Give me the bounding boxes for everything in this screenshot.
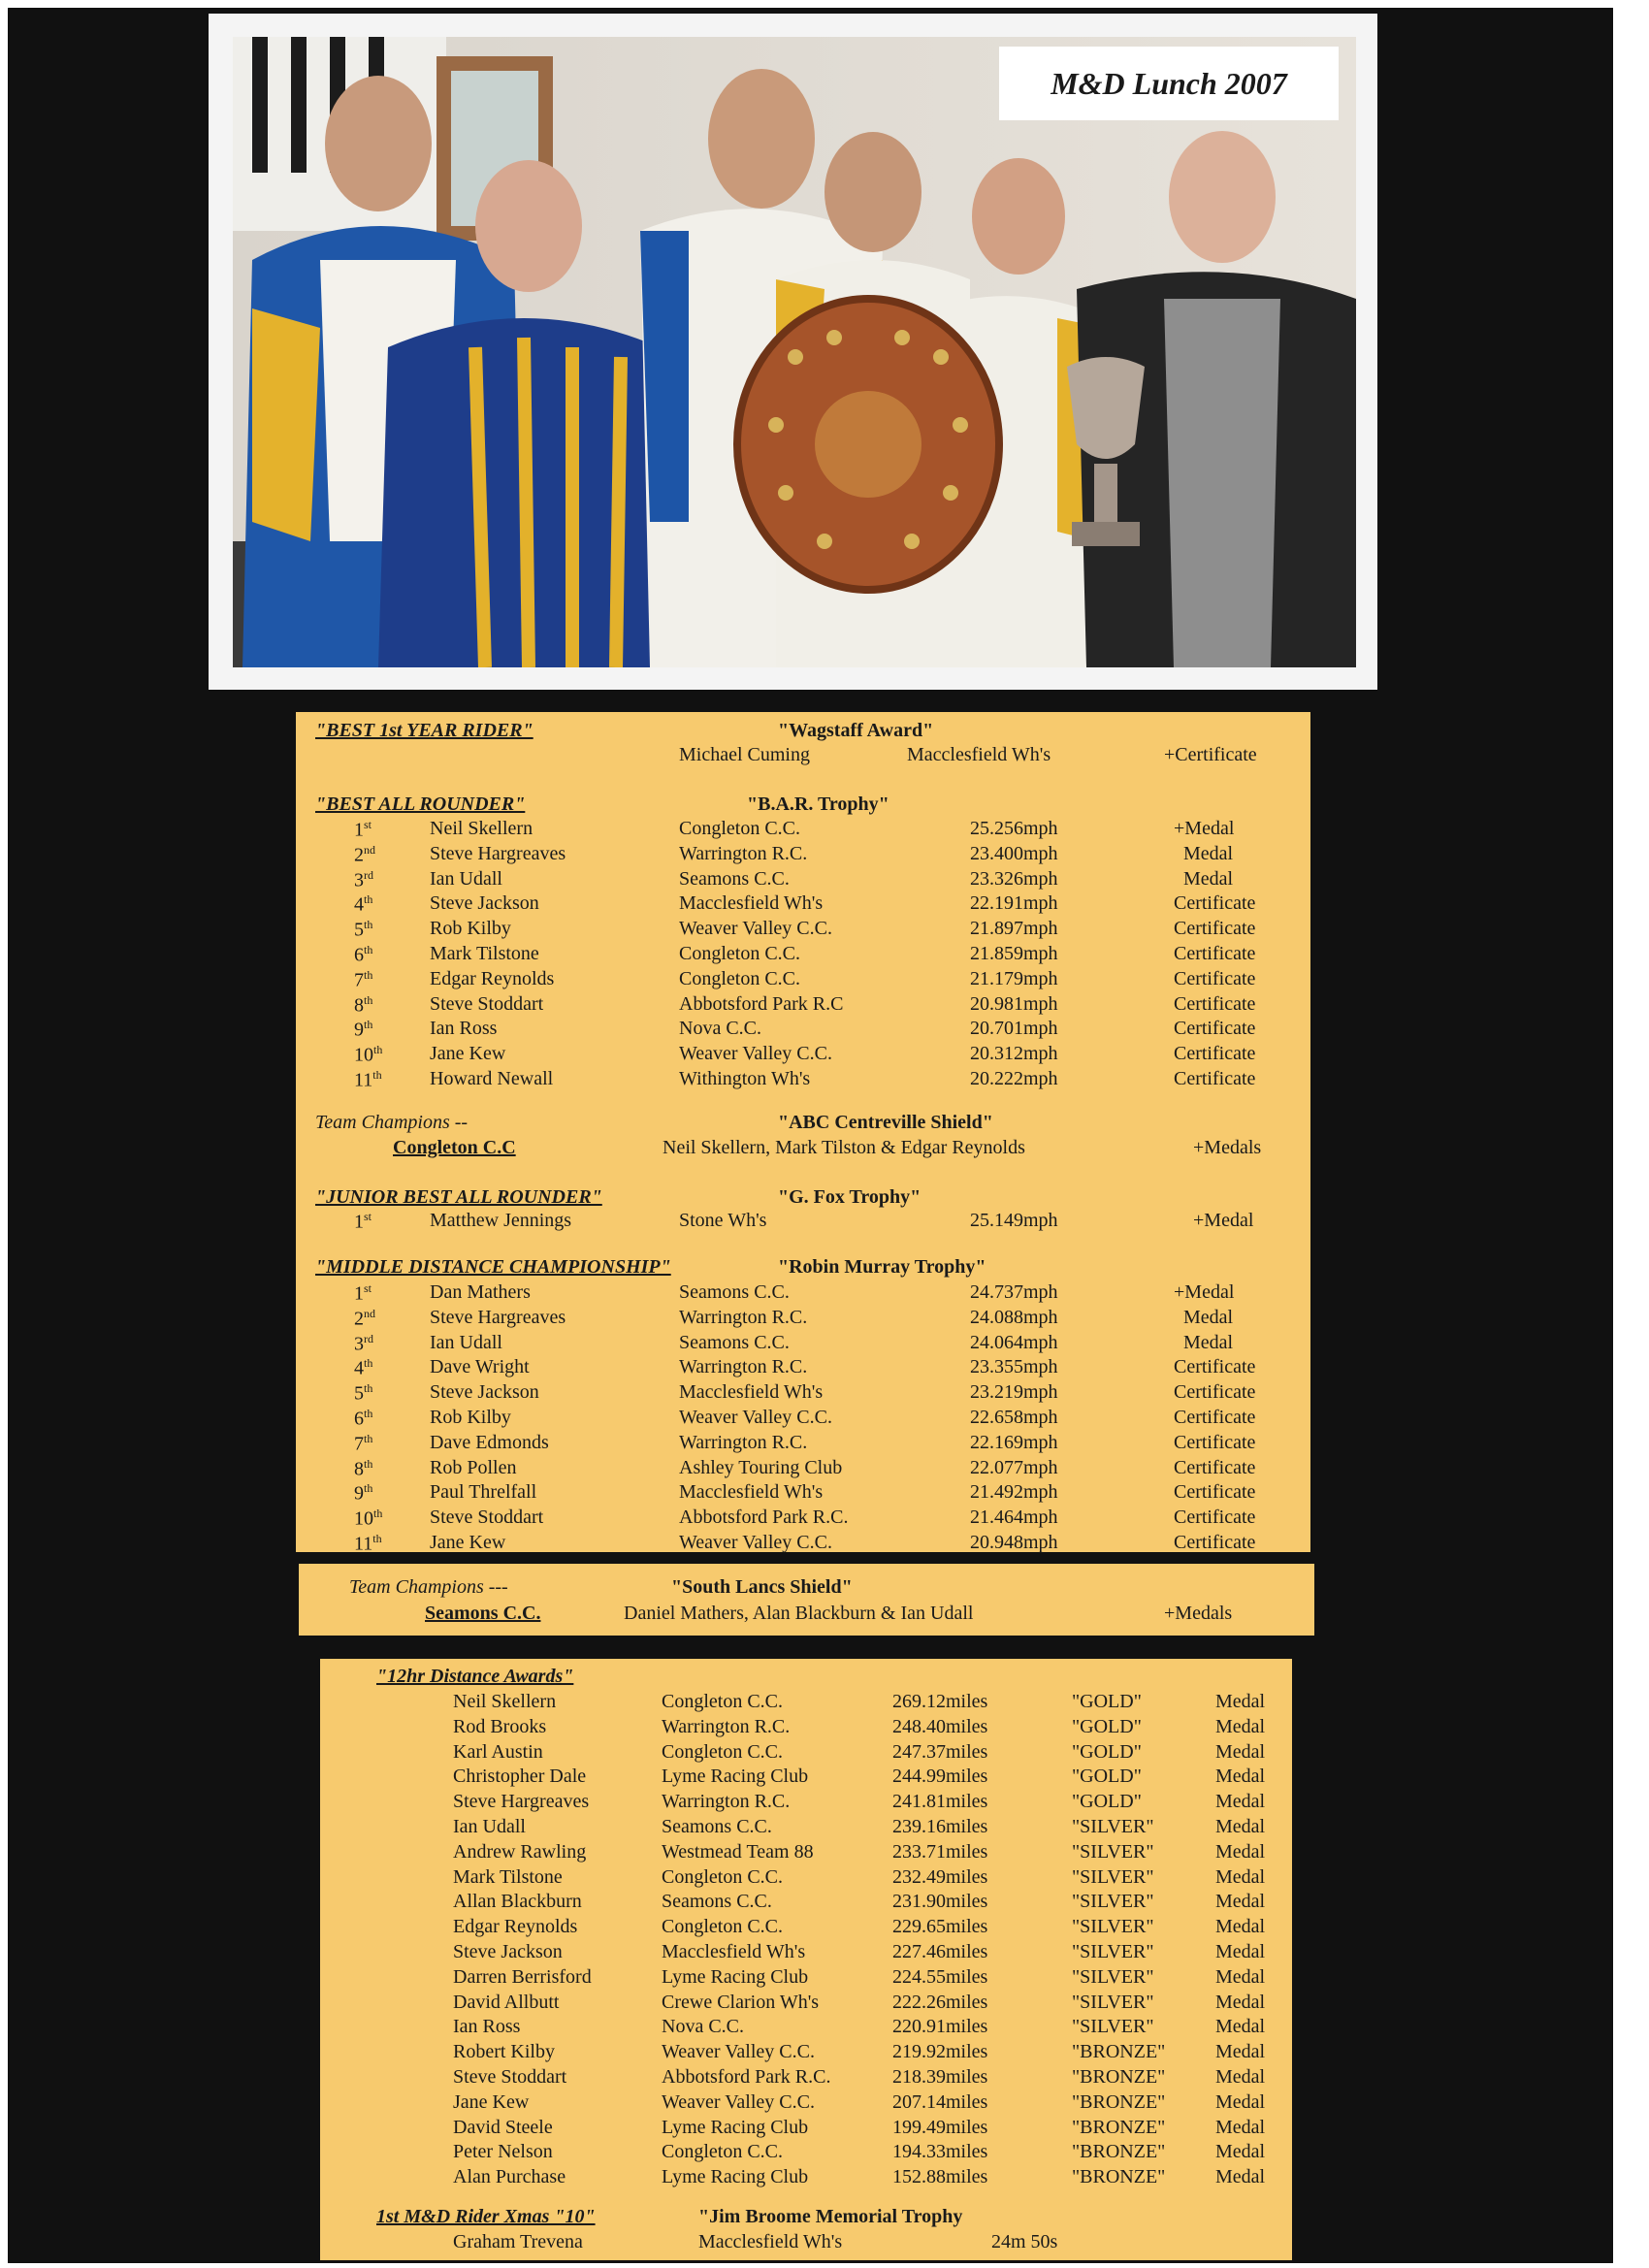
heading-xmas-10: 1st M&D Rider Xmas "10"	[376, 2206, 596, 2227]
grade-cell: "BRONZE"	[1072, 2166, 1166, 2188]
rider-name-cell: Steve Jackson	[453, 1941, 563, 1962]
rider-name-cell: Rod Brooks	[453, 1715, 547, 1737]
position-cell: 8th	[354, 992, 373, 1017]
award-cell: Medal	[1215, 1766, 1266, 1788]
club-cell: Weaver Valley C.C.	[679, 918, 832, 940]
award-cell: Certificate	[1174, 967, 1256, 989]
speed-cell: 23.219mph	[970, 1381, 1058, 1404]
team1-label: Team Champions --	[315, 1112, 469, 1133]
club-cell: Withington Wh's	[679, 1068, 811, 1089]
heading-best-first-year: "BEST 1st YEAR RIDER"	[315, 720, 534, 741]
distance-cell: 233.71miles	[892, 1840, 988, 1863]
speed-cell: 21.897mph	[970, 918, 1058, 940]
award-cell: Certificate	[1174, 992, 1256, 1015]
speed-cell: 23.355mph	[970, 1356, 1058, 1378]
speed-cell: 22.169mph	[970, 1431, 1058, 1453]
award-cell: Certificate	[1174, 943, 1256, 964]
speed-cell: 21.179mph	[970, 967, 1058, 989]
award-cell: Medal	[1215, 1740, 1266, 1763]
position-cell: 9th	[354, 1018, 373, 1042]
best-first-year-award: +Certificate	[1164, 744, 1257, 765]
team1-award: +Medals	[1193, 1137, 1262, 1158]
position-cell: 5th	[354, 1381, 373, 1405]
award-cell: Medal	[1215, 1965, 1266, 1988]
award-cell: +Medal	[1174, 818, 1235, 839]
club-cell: Congleton C.C.	[662, 1916, 784, 1938]
team1-members: Neil Skellern, Mark Tilston & Edgar Reynolds	[663, 1137, 1025, 1158]
award-cell: Certificate	[1174, 1407, 1256, 1428]
award-cell: Medal	[1215, 1991, 1266, 2013]
award-cell: Medal	[1215, 2016, 1266, 2038]
rider-name-cell: Edgar Reynolds	[453, 1916, 578, 1938]
club-cell: Seamons C.C.	[662, 1816, 772, 1837]
club-cell: Seamons C.C.	[679, 1281, 790, 1303]
award-cell: +Medal	[1174, 1281, 1235, 1303]
position-cell: 6th	[354, 1407, 373, 1430]
distance-cell: 248.40miles	[892, 1715, 988, 1737]
award-cell: Medal	[1215, 2141, 1266, 2163]
rider-name-cell: Andrew Rawling	[453, 1840, 587, 1863]
rider-name-cell: Steve Hargreaves	[430, 1306, 566, 1328]
position-cell: 11th	[354, 1532, 382, 1555]
rider-name-cell: Rob Kilby	[430, 1407, 511, 1428]
junior-name: Matthew Jennings	[430, 1210, 572, 1231]
rider-name-cell: Ian Ross	[453, 2016, 521, 2038]
team2-label: Team Champions ---	[349, 1576, 508, 1598]
rider-name-cell: Alan Purchase	[453, 2166, 566, 2188]
club-cell: Weaver Valley C.C.	[679, 1532, 832, 1553]
award-cell: Certificate	[1174, 1356, 1256, 1378]
rider-name-cell: Neil Skellern	[430, 818, 534, 839]
trophy-jim-broome: "Jim Broome Memorial Trophy	[698, 2206, 963, 2227]
grade-cell: "SILVER"	[1072, 1891, 1154, 1913]
award-cell: Medal	[1183, 842, 1234, 864]
position-cell: 5th	[354, 918, 373, 941]
club-cell: Congleton C.C.	[679, 967, 801, 989]
rider-name-cell: Neil Skellern	[453, 1691, 557, 1712]
speed-cell: 22.658mph	[970, 1407, 1058, 1428]
distance-cell: 241.81miles	[892, 1791, 988, 1813]
distance-cell: 247.37miles	[892, 1740, 988, 1763]
photo-caption-box	[999, 47, 1339, 120]
group-photo	[233, 37, 1356, 667]
award-cell: Medal	[1215, 1840, 1266, 1863]
rider-name-cell: Dave Wright	[430, 1356, 530, 1378]
grade-cell: "SILVER"	[1072, 1941, 1154, 1962]
junior-position: 1st	[354, 1210, 372, 1233]
award-cell: Medal	[1215, 2066, 1266, 2088]
club-cell: Weaver Valley C.C.	[679, 1407, 832, 1428]
junior-speed: 25.149mph	[970, 1210, 1058, 1231]
club-cell: Warrington R.C.	[662, 1791, 791, 1813]
award-cell: Medal	[1183, 1331, 1234, 1353]
club-cell: Lyme Racing Club	[662, 1766, 809, 1788]
rider-name-cell: Karl Austin	[453, 1740, 543, 1763]
rider-name-cell: Ian Udall	[453, 1816, 526, 1837]
distance-cell: 220.91miles	[892, 2016, 988, 2038]
speed-cell: 24.737mph	[970, 1281, 1058, 1303]
position-cell: 7th	[354, 967, 373, 991]
club-cell: Congleton C.C.	[662, 1691, 784, 1712]
award-cell: Medal	[1215, 1916, 1266, 1938]
grade-cell: "GOLD"	[1072, 1791, 1142, 1813]
club-cell: Ashley Touring Club	[679, 1456, 843, 1478]
club-cell: Macclesfield Wh's	[679, 1481, 824, 1504]
award-cell: Certificate	[1174, 1381, 1256, 1404]
heading-best-all-rounder: "BEST ALL ROUNDER"	[315, 794, 526, 815]
club-cell: Crewe Clarion Wh's	[662, 1991, 820, 2013]
club-cell: Nova C.C.	[662, 2016, 744, 2038]
distance-cell: 227.46miles	[892, 1941, 988, 1962]
rider-name-cell: Jane Kew	[430, 1043, 506, 1065]
best-first-year-name: Michael Cuming	[679, 744, 810, 765]
award-cell: Medal	[1183, 1306, 1234, 1328]
club-cell: Macclesfield Wh's	[679, 1381, 824, 1404]
grade-cell: "GOLD"	[1072, 1740, 1142, 1763]
rider-name-cell: Christopher Dale	[453, 1766, 587, 1788]
trophy-abc-centreville: "ABC Centreville Shield"	[778, 1112, 993, 1133]
grade-cell: "BRONZE"	[1072, 2141, 1166, 2163]
speed-cell: 24.064mph	[970, 1331, 1058, 1353]
award-cell: Certificate	[1174, 1456, 1256, 1478]
speed-cell: 23.400mph	[970, 842, 1058, 864]
rider-name-cell: Dan Mathers	[430, 1281, 531, 1303]
grade-cell: "BRONZE"	[1072, 2066, 1166, 2088]
speed-cell: 20.222mph	[970, 1068, 1058, 1089]
photo-caption: M&D Lunch 2007	[1051, 65, 1287, 101]
club-cell: Warrington R.C.	[662, 1715, 791, 1737]
grade-cell: "SILVER"	[1072, 1965, 1154, 1988]
xmas-name: Graham Trevena	[453, 2231, 583, 2252]
grade-cell: "SILVER"	[1072, 2016, 1154, 2038]
rider-name-cell: Ian Ross	[430, 1018, 498, 1040]
team2-club: Seamons C.C.	[425, 1603, 541, 1624]
rider-name-cell: Steve Stoddart	[430, 992, 544, 1015]
award-cell: Medal	[1215, 1715, 1266, 1737]
award-cell: Medal	[1215, 2090, 1266, 2113]
heading-12hr: "12hr Distance Awards"	[376, 1666, 574, 1687]
distance-cell: 231.90miles	[892, 1891, 988, 1913]
award-cell: Medal	[1215, 2166, 1266, 2188]
rider-name-cell: David Steele	[453, 2116, 553, 2138]
rider-name-cell: Paul Threlfall	[430, 1481, 537, 1504]
award-cell: Certificate	[1174, 892, 1256, 915]
speed-cell: 21.464mph	[970, 1507, 1058, 1529]
trophy-g-fox: "G. Fox Trophy"	[778, 1186, 922, 1208]
position-cell: 3rd	[354, 1331, 373, 1355]
position-cell: 2nd	[354, 1306, 375, 1330]
position-cell: 3rd	[354, 867, 373, 891]
rider-name-cell: Mark Tilstone	[453, 1865, 563, 1888]
junior-club: Stone Wh's	[679, 1210, 767, 1231]
position-cell: 11th	[354, 1068, 382, 1091]
rider-name-cell: Darren Berrisford	[453, 1965, 592, 1988]
club-cell: Warrington R.C.	[679, 842, 808, 864]
trophy-south-lancs: "South Lancs Shield"	[671, 1576, 853, 1598]
award-cell: Certificate	[1174, 1532, 1256, 1553]
club-cell: Seamons C.C.	[679, 1331, 790, 1353]
speed-cell: 20.981mph	[970, 992, 1058, 1015]
rider-name-cell: Ian Udall	[430, 1331, 502, 1353]
club-cell: Westmead Team 88	[662, 1840, 814, 1863]
grade-cell: "SILVER"	[1072, 1991, 1154, 2013]
award-cell: Medal	[1215, 1691, 1266, 1712]
group-photo-icon	[233, 37, 1356, 667]
distance-cell: 152.88miles	[892, 2166, 988, 2188]
grade-cell: "GOLD"	[1072, 1715, 1142, 1737]
club-cell: Weaver Valley C.C.	[679, 1043, 832, 1065]
rider-name-cell: Edgar Reynolds	[430, 967, 555, 989]
rider-name-cell: Steve Jackson	[430, 892, 539, 915]
position-cell: 10th	[354, 1507, 383, 1530]
award-cell: Medal	[1183, 867, 1234, 890]
rider-name-cell: Allan Blackburn	[453, 1891, 582, 1913]
speed-cell: 22.191mph	[970, 892, 1058, 915]
award-cell: Certificate	[1174, 1018, 1256, 1040]
distance-cell: 219.92miles	[892, 2041, 988, 2063]
rider-name-cell: Howard Newall	[430, 1068, 554, 1089]
award-cell: Medal	[1215, 1941, 1266, 1962]
speed-cell: 25.256mph	[970, 818, 1058, 839]
twelve-hour-awards-card	[320, 1659, 1292, 2260]
distance-cell: 239.16miles	[892, 1816, 988, 1837]
club-cell: Congleton C.C.	[679, 943, 801, 964]
xmas-club: Macclesfield Wh's	[698, 2231, 843, 2252]
rider-name-cell: David Allbutt	[453, 1991, 560, 2013]
grade-cell: "GOLD"	[1072, 1691, 1142, 1712]
rider-name-cell: Steve Hargreaves	[430, 842, 566, 864]
club-cell: Warrington R.C.	[679, 1356, 808, 1378]
club-cell: Congleton C.C.	[679, 818, 801, 839]
trophy-wagstaff: "Wagstaff Award"	[778, 720, 934, 741]
rider-name-cell: Dave Edmonds	[430, 1431, 549, 1453]
distance-cell: 199.49miles	[892, 2116, 988, 2138]
speed-cell: 23.326mph	[970, 867, 1058, 890]
position-cell: 4th	[354, 1356, 373, 1380]
distance-cell: 218.39miles	[892, 2066, 988, 2088]
rider-name-cell: Robert Kilby	[453, 2041, 555, 2063]
position-cell: 7th	[354, 1431, 373, 1455]
award-cell: Certificate	[1174, 918, 1256, 940]
position-cell: 1st	[354, 1281, 372, 1305]
club-cell: Abbotsford Park R.C.	[679, 1507, 849, 1529]
distance-cell: 207.14miles	[892, 2090, 988, 2113]
award-cell: Certificate	[1174, 1507, 1256, 1529]
club-cell: Macclesfield Wh's	[662, 1941, 806, 1962]
speed-cell: 20.312mph	[970, 1043, 1058, 1065]
speed-cell: 24.088mph	[970, 1306, 1058, 1328]
award-cell: Certificate	[1174, 1431, 1256, 1453]
club-cell: Warrington R.C.	[679, 1306, 808, 1328]
club-cell: Warrington R.C.	[679, 1431, 808, 1453]
distance-cell: 269.12miles	[892, 1691, 988, 1712]
speed-cell: 21.859mph	[970, 943, 1058, 964]
distance-cell: 224.55miles	[892, 1965, 988, 1988]
award-cell: Certificate	[1174, 1043, 1256, 1065]
rider-name-cell: Jane Kew	[430, 1532, 506, 1553]
team1-club: Congleton C.C	[393, 1137, 516, 1158]
club-cell: Weaver Valley C.C.	[662, 2090, 815, 2113]
club-cell: Macclesfield Wh's	[679, 892, 824, 915]
grade-cell: "BRONZE"	[1072, 2090, 1166, 2113]
award-cell: Medal	[1215, 2116, 1266, 2138]
award-cell: Medal	[1215, 1816, 1266, 1837]
position-cell: 9th	[354, 1481, 373, 1506]
award-cell: Medal	[1215, 1865, 1266, 1888]
distance-cell: 229.65miles	[892, 1916, 988, 1938]
award-cell: Medal	[1215, 1891, 1266, 1913]
distance-cell: 232.49miles	[892, 1865, 988, 1888]
rider-name-cell: Rob Kilby	[430, 918, 511, 940]
award-cell: Medal	[1215, 1791, 1266, 1813]
club-cell: Lyme Racing Club	[662, 1965, 809, 1988]
grade-cell: "BRONZE"	[1072, 2116, 1166, 2138]
club-cell: Nova C.C.	[679, 1018, 761, 1040]
team2-award: +Medals	[1164, 1603, 1233, 1624]
grade-cell: "SILVER"	[1072, 1865, 1154, 1888]
team2-members: Daniel Mathers, Alan Blackburn & Ian Udall	[624, 1603, 974, 1624]
rider-name-cell: Jane Kew	[453, 2090, 530, 2113]
club-cell: Abbotsford Park R.C.	[662, 2066, 831, 2088]
best-first-year-club: Macclesfield Wh's	[907, 744, 1051, 765]
awards-card-main	[296, 712, 1310, 1555]
speed-cell: 22.077mph	[970, 1456, 1058, 1478]
speed-cell: 20.948mph	[970, 1532, 1058, 1553]
rider-name-cell: Steve Hargreaves	[453, 1791, 590, 1813]
club-cell: Lyme Racing Club	[662, 2116, 809, 2138]
rider-name-cell: Rob Pollen	[430, 1456, 517, 1478]
club-cell: Congleton C.C.	[662, 1865, 784, 1888]
xmas-time: 24m 50s	[991, 2231, 1058, 2252]
speed-cell: 21.492mph	[970, 1481, 1058, 1504]
position-cell: 2nd	[354, 842, 375, 866]
rider-name-cell: Ian Udall	[430, 867, 502, 890]
distance-cell: 194.33miles	[892, 2141, 988, 2163]
rider-name-cell: Mark Tilstone	[430, 943, 539, 964]
club-cell: Abbotsford Park R.C	[679, 992, 844, 1015]
club-cell: Congleton C.C.	[662, 1740, 784, 1763]
rider-name-cell: Peter Nelson	[453, 2141, 553, 2163]
rider-name-cell: Steve Stoddart	[430, 1507, 544, 1529]
heading-middle-distance: "MIDDLE DISTANCE CHAMPIONSHIP"	[315, 1256, 671, 1278]
distance-cell: 222.26miles	[892, 1991, 988, 2013]
rider-name-cell: Steve Stoddart	[453, 2066, 567, 2088]
grade-cell: "GOLD"	[1072, 1766, 1142, 1788]
position-cell: 10th	[354, 1043, 383, 1066]
club-cell: Lyme Racing Club	[662, 2166, 809, 2188]
trophy-bar: "B.A.R. Trophy"	[747, 794, 889, 815]
junior-award: +Medal	[1193, 1210, 1254, 1231]
team-champions-card	[299, 1564, 1314, 1636]
heading-junior-bar: "JUNIOR BEST ALL ROUNDER"	[315, 1186, 602, 1208]
position-cell: 1st	[354, 818, 372, 841]
club-cell: Seamons C.C.	[679, 867, 790, 890]
club-cell: Weaver Valley C.C.	[662, 2041, 815, 2063]
grade-cell: "SILVER"	[1072, 1816, 1154, 1837]
position-cell: 8th	[354, 1456, 373, 1480]
position-cell: 6th	[354, 943, 373, 966]
grade-cell: "SILVER"	[1072, 1840, 1154, 1863]
distance-cell: 244.99miles	[892, 1766, 988, 1788]
position-cell: 4th	[354, 892, 373, 917]
rider-name-cell: Steve Jackson	[430, 1381, 539, 1404]
club-cell: Congleton C.C.	[662, 2141, 784, 2163]
club-cell: Seamons C.C.	[662, 1891, 772, 1913]
award-cell: Certificate	[1174, 1481, 1256, 1504]
grade-cell: "SILVER"	[1072, 1916, 1154, 1938]
grade-cell: "BRONZE"	[1072, 2041, 1166, 2063]
speed-cell: 20.701mph	[970, 1018, 1058, 1040]
award-cell: Medal	[1215, 2041, 1266, 2063]
trophy-robin-murray: "Robin Murray Trophy"	[778, 1256, 986, 1278]
award-cell: Certificate	[1174, 1068, 1256, 1089]
